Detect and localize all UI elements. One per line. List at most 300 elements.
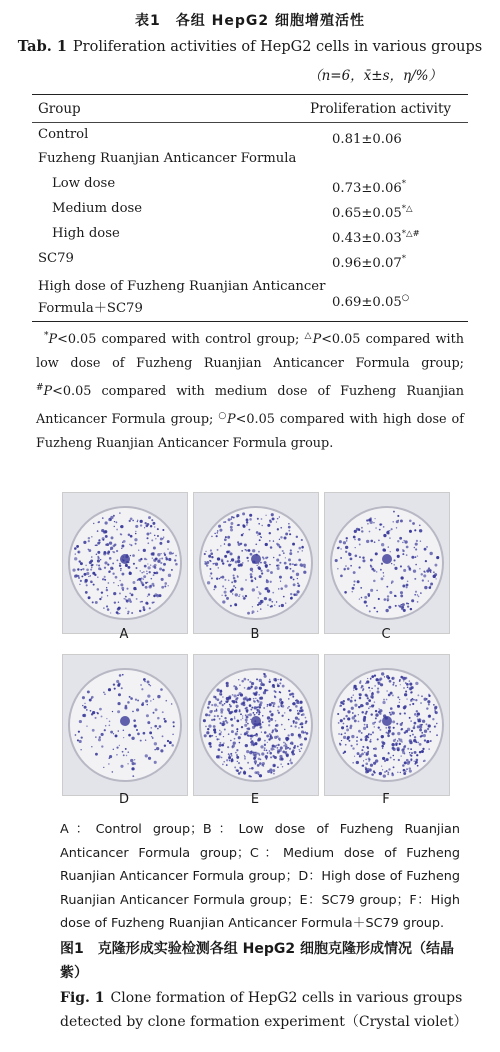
colony-dot: [219, 722, 221, 724]
colony-dot: [297, 710, 299, 712]
table-title-text: Proliferation activities of HepG2 cells in various groups: [72, 39, 483, 55]
colony-dot: [221, 576, 224, 579]
colony-dot: [204, 562, 207, 565]
colony-dot: [98, 564, 100, 566]
colony-dot: [264, 561, 267, 564]
colony-dot: [91, 567, 92, 568]
colony-dot: [108, 582, 110, 584]
colony-dot: [278, 738, 281, 741]
colony-dot: [335, 559, 338, 562]
colony-dot: [370, 764, 373, 767]
colony-dot: [353, 580, 355, 582]
colony-dot: [289, 709, 292, 712]
colony-dot: [95, 717, 97, 719]
colony-dot: [279, 576, 282, 579]
colony-dot: [259, 754, 261, 756]
central-colony-cluster: [382, 554, 392, 564]
colony-dot: [207, 728, 209, 730]
colony-dot: [341, 740, 342, 741]
colony-dot: [238, 557, 240, 559]
colony-dot: [403, 540, 404, 541]
colony-dot: [250, 686, 252, 688]
colony-dot: [396, 520, 399, 523]
colony-dot: [343, 541, 346, 544]
colony-dot: [108, 571, 110, 573]
colony-dot: [157, 695, 160, 698]
colony-dot: [210, 549, 212, 551]
colony-dot: [413, 569, 416, 572]
colony-dot: [150, 585, 152, 587]
colony-dot: [246, 728, 248, 730]
colony-dot: [279, 516, 280, 517]
colony-dot: [374, 674, 376, 676]
central-colony-cluster: [251, 716, 261, 726]
colony-dot: [260, 726, 263, 729]
colony-dot: [242, 718, 243, 719]
colony-dot: [293, 593, 295, 595]
colony-dot: [125, 596, 127, 598]
colony-dot: [161, 578, 164, 581]
colony-dot: [260, 570, 262, 572]
colony-dot: [275, 720, 277, 722]
colony-dot: [264, 675, 267, 678]
colony-dot: [266, 580, 269, 583]
colony-dot: [391, 772, 393, 774]
colony-dot: [264, 749, 266, 751]
colony-dot: [96, 554, 98, 556]
colony-dot: [109, 755, 112, 758]
colony-dot: [272, 517, 275, 520]
colony-dot: [249, 518, 252, 521]
colony-dot: [299, 751, 300, 752]
colony-dot: [127, 701, 130, 704]
colony-dot: [368, 687, 370, 689]
colony-dot: [147, 721, 150, 724]
panel-label-b: B: [250, 627, 260, 642]
colony-dot: [387, 773, 389, 775]
colony-dot: [139, 610, 141, 612]
colony-dot: [372, 731, 374, 733]
colony-dot: [160, 562, 162, 564]
colony-dot: [424, 730, 427, 733]
colony-dot: [297, 584, 300, 587]
colony-dot: [359, 754, 362, 757]
colony-dot: [402, 748, 405, 751]
row-group-line2: Formula＋SC79: [38, 301, 143, 316]
colony-dot: [109, 557, 112, 560]
colony-dot: [295, 717, 298, 720]
colony-dot: [269, 768, 272, 771]
colony-dot: [150, 727, 152, 729]
colony-dot: [252, 588, 255, 591]
colony-dot: [415, 682, 418, 685]
colony-dot: [267, 524, 270, 527]
colony-dot: [345, 715, 347, 717]
colony-dot: [120, 568, 122, 570]
colony-dot: [273, 540, 274, 541]
colony-dot: [244, 770, 246, 772]
colony-dot: [435, 564, 438, 567]
colony-dot: [361, 597, 363, 599]
colony-dot: [140, 601, 142, 603]
colony-dot: [120, 525, 123, 528]
colony-dot: [269, 564, 270, 565]
colony-dot: [120, 570, 121, 571]
colony-dot: [259, 539, 261, 541]
colony-dot: [214, 696, 216, 698]
colony-dot: [411, 752, 413, 754]
colony-dot: [385, 727, 387, 729]
colony-dot: [162, 569, 165, 572]
colony-dot: [234, 580, 237, 583]
colony-dot: [345, 744, 347, 746]
colony-dot: [228, 550, 231, 553]
colony-dot: [280, 581, 281, 582]
colony-dot: [379, 713, 381, 715]
colony-dot: [104, 576, 106, 578]
colony-dot: [415, 548, 417, 550]
colony-dot: [224, 717, 226, 719]
colony-dot: [346, 725, 348, 727]
colony-dot: [74, 547, 77, 550]
colony-dot: [427, 700, 430, 703]
colony-dot: [219, 529, 222, 532]
colony-dot: [144, 522, 146, 524]
colony-dot: [246, 711, 248, 713]
colony-dot: [380, 569, 382, 571]
colony-dot: [417, 765, 419, 767]
colony-dot: [91, 581, 93, 583]
colony-dot: [428, 703, 430, 705]
colony-dot: [247, 612, 250, 615]
colony-dot: [230, 753, 232, 755]
colony-dot: [279, 698, 282, 701]
colony-dot: [362, 559, 365, 562]
colony-dot: [141, 601, 143, 603]
colony-dot: [235, 587, 236, 588]
colony-dot: [213, 728, 216, 731]
colony-dot: [353, 571, 356, 574]
colony-dot: [119, 674, 122, 677]
colony-dot: [399, 537, 402, 540]
colony-dot: [258, 597, 259, 598]
colony-dot: [234, 716, 235, 717]
colony-dot: [234, 710, 237, 713]
colony-dot: [270, 713, 273, 716]
colony-dot: [108, 553, 110, 555]
colony-dot: [244, 724, 247, 727]
colony-dot: [209, 575, 210, 576]
colony-dot: [169, 552, 172, 555]
colony-dot: [354, 756, 355, 757]
colony-dot: [99, 736, 101, 738]
colony-dot: [99, 542, 100, 543]
colony-dot: [373, 704, 375, 706]
colony-dot: [301, 565, 303, 567]
colony-dot: [261, 518, 263, 520]
colony-dot: [216, 736, 217, 737]
colony-dot: [300, 722, 303, 725]
colony-dot: [406, 586, 408, 588]
colony-dot: [164, 582, 167, 585]
colony-dot: [275, 691, 277, 693]
colony-dot: [396, 527, 397, 528]
colony-dot: [112, 551, 113, 552]
colony-dot: [238, 679, 239, 680]
colony-dot: [143, 578, 144, 579]
colony-dot: [244, 687, 246, 689]
colony-dot: [245, 744, 248, 747]
colony-dot: [284, 729, 285, 730]
colony-dot: [409, 530, 412, 533]
colony-dot: [241, 680, 244, 683]
colony-dot: [271, 601, 273, 603]
colony-dot: [144, 681, 145, 682]
colony-dot: [80, 569, 82, 571]
colony-dot: [128, 533, 131, 536]
colony-dot: [167, 548, 168, 549]
colony-dot: [288, 530, 290, 532]
colony-dot: [237, 694, 239, 696]
colony-dot: [240, 771, 242, 773]
colony-dot: [119, 564, 121, 566]
colony-dot: [375, 713, 378, 716]
colony-dot: [257, 764, 260, 767]
colony-dot: [361, 765, 362, 766]
colony-dot: [163, 536, 164, 537]
colony-dot: [95, 545, 96, 546]
colony-dot: [153, 712, 155, 714]
colony-dot: [343, 736, 346, 739]
colony-dot: [206, 731, 209, 734]
colony-dot: [119, 745, 120, 746]
colony-dot: [388, 546, 390, 548]
colony-dot: [302, 546, 304, 548]
colony-dot: [134, 725, 137, 728]
colony-dot: [392, 684, 394, 686]
colony-dot: [411, 599, 414, 602]
colony-dot: [79, 720, 82, 723]
colony-dot: [233, 577, 236, 580]
colony-dot: [137, 699, 139, 701]
colony-dot: [256, 586, 258, 588]
colony-dot: [370, 589, 373, 592]
colony-dot: [104, 729, 106, 731]
colony-dot: [237, 761, 238, 762]
colony-dot: [242, 512, 245, 515]
colony-dot: [147, 681, 150, 684]
colony-dot: [214, 585, 216, 587]
colony-dot: [290, 568, 292, 570]
colony-dot: [347, 710, 350, 713]
colony-dot: [351, 591, 353, 593]
colony-dot: [217, 698, 220, 701]
colony-dot: [414, 736, 416, 738]
colony-dot: [369, 531, 371, 533]
colony-dot: [154, 742, 157, 745]
colony-dot: [340, 575, 343, 578]
colony-dot: [272, 769, 275, 772]
colony-dot: [220, 694, 222, 696]
colony-dot: [160, 537, 163, 540]
colony-dot: [154, 761, 157, 764]
colony-dot: [400, 729, 402, 731]
colony-dot: [416, 759, 419, 762]
colony-dot: [353, 689, 354, 690]
colony-dot: [175, 563, 178, 566]
colony-dot: [85, 565, 86, 566]
colony-dot: [148, 516, 151, 519]
colony-dot: [240, 543, 242, 545]
colony-dot: [399, 679, 401, 681]
colony-dot: [364, 600, 367, 603]
colony-dot: [420, 540, 421, 541]
colony-dot: [364, 752, 366, 754]
colony-dot: [162, 735, 164, 737]
colony-dot: [254, 693, 257, 696]
colony-dot: [165, 556, 167, 558]
colony-dot: [264, 597, 267, 600]
colony-dot: [257, 518, 259, 520]
colony-dot: [100, 569, 102, 571]
colony-dot: [254, 577, 256, 579]
colony-dot: [244, 758, 245, 759]
colony-dot: [287, 734, 289, 736]
colony-dot: [168, 558, 171, 561]
colony-dot: [276, 559, 279, 562]
colony-dot: [265, 515, 266, 516]
colony-dot: [289, 748, 291, 750]
colony-dot: [362, 688, 364, 690]
colony-dot: [97, 712, 99, 714]
colony-dot: [235, 687, 238, 690]
colony-dot: [283, 745, 284, 746]
colony-dot: [236, 720, 239, 723]
colony-dot: [155, 708, 158, 711]
colony-dot: [220, 731, 222, 733]
colony-dot: [257, 565, 258, 566]
colony-dot: [345, 551, 347, 553]
colony-dot: [295, 725, 297, 727]
colony-dot: [213, 725, 216, 728]
colony-dot: [386, 699, 388, 701]
colony-dot: [385, 609, 388, 612]
colony-dot: [275, 729, 278, 732]
colony-dot: [213, 718, 215, 720]
colony-dot: [267, 752, 269, 754]
clone-plate-image-d: [62, 654, 188, 796]
colony-dot: [144, 558, 146, 560]
row-group: High dose: [52, 226, 120, 241]
colony-dot: [221, 723, 224, 726]
colony-dot: [99, 708, 102, 711]
colony-dot: [95, 753, 98, 756]
colony-dot: [123, 598, 124, 599]
colony-dot: [108, 518, 111, 521]
colony-dot: [236, 514, 239, 517]
colony-dot: [266, 735, 269, 738]
colony-dot: [244, 755, 245, 756]
colony-dot: [254, 752, 256, 754]
colony-dot: [247, 762, 249, 764]
colony-dot: [120, 533, 122, 535]
clone-plate-image-f: [324, 654, 450, 796]
colony-dot: [112, 771, 114, 773]
colony-dot: [103, 767, 104, 768]
colony-dot: [104, 693, 106, 695]
colony-dot: [211, 577, 213, 579]
colony-dot: [103, 607, 105, 609]
colony-dot: [267, 706, 268, 707]
colony-dot: [127, 763, 128, 764]
colony-dot: [91, 536, 92, 537]
colony-dot: [104, 561, 107, 564]
colony-dot: [129, 520, 131, 522]
colony-dot: [277, 544, 280, 547]
colony-dot: [410, 758, 412, 760]
colony-dot: [393, 727, 395, 729]
colony-dot: [357, 752, 360, 755]
colony-dot: [258, 523, 260, 525]
colony-dot: [295, 705, 298, 708]
colony-dot: [221, 560, 223, 562]
colony-dot: [391, 582, 393, 584]
colony-dot: [360, 587, 362, 589]
colony-dot: [278, 751, 280, 753]
colony-dot: [343, 752, 345, 754]
colony-dot: [154, 749, 156, 751]
colony-dot: [105, 521, 108, 524]
colony-dot: [127, 613, 129, 615]
colony-dot: [386, 770, 388, 772]
colony-dot: [340, 557, 342, 559]
colony-dot: [369, 518, 372, 521]
colony-dot: [244, 543, 247, 546]
colony-dot: [302, 550, 303, 551]
colony-dot: [290, 758, 291, 759]
colony-dot: [374, 518, 375, 519]
colony-dot: [150, 685, 152, 687]
colony-dot: [352, 712, 354, 714]
colony-dot: [218, 748, 221, 751]
colony-dot: [171, 744, 174, 747]
colony-dot: [246, 716, 249, 719]
colony-dot: [118, 693, 121, 696]
colony-dot: [383, 572, 384, 573]
colony-dot: [415, 543, 418, 546]
colony-dot: [415, 699, 417, 701]
colony-dot: [264, 744, 266, 746]
colony-dot: [228, 564, 231, 567]
colony-dot: [367, 523, 368, 524]
colony-dot: [204, 734, 207, 737]
colony-dot: [409, 567, 411, 569]
colony-dot: [123, 540, 126, 543]
colony-dot: [97, 522, 99, 524]
colony-dot: [424, 739, 426, 741]
colony-dot: [130, 544, 132, 546]
colony-dot: [288, 690, 290, 692]
colony-dot: [417, 555, 418, 556]
colony-dot: [365, 712, 367, 714]
colony-dot: [400, 755, 401, 756]
colony-dot: [220, 690, 222, 692]
colony-dot: [358, 714, 359, 715]
colony-dot: [341, 726, 344, 729]
colony-dot: [254, 686, 257, 689]
colony-dot: [149, 731, 152, 734]
colony-dot: [92, 572, 95, 575]
